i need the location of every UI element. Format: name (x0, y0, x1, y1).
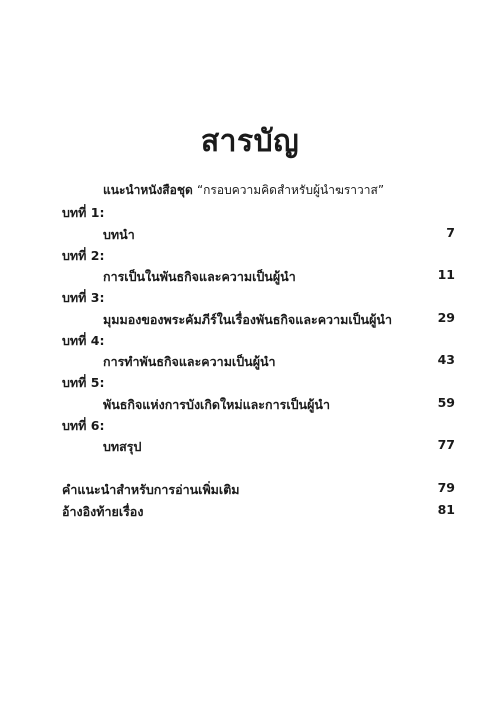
toc-entry-1[interactable] (0, 225, 500, 243)
toc-entry-title: คำแนะนำสำหรับการอ่านเพิ่มเติม (62, 482, 240, 497)
toc-entry-endnotes[interactable] (0, 502, 500, 520)
toc-entry-title: การทำพันธกิจและความเป็นผู้นำ (103, 354, 276, 369)
toc-entry-5[interactable] (0, 395, 500, 413)
chapter-heading-1 (0, 203, 500, 221)
series-quote: “กรอบความคิดสำหรับผู้นำฆราวาส” (196, 183, 385, 197)
toc-entry-2[interactable] (0, 267, 500, 285)
series-intro[interactable] (103, 181, 483, 200)
toc-entry-page: 11 (437, 267, 455, 282)
toc-entry-page: 7 (446, 225, 455, 240)
chapter-number: บทที่ 5: (62, 375, 105, 390)
toc-entry-title: พันธกิจแห่งการบังเกิดใหม่และการเป็นผู้นำ (103, 397, 330, 412)
toc-entry-page: 79 (437, 480, 455, 495)
chapter-heading-2 (0, 246, 500, 264)
toc-entry-page: 59 (437, 395, 455, 410)
toc-entry-title: บทนำ (103, 227, 135, 242)
chapter-heading-5 (0, 373, 500, 391)
chapter-number: บทที่ 4: (62, 333, 105, 348)
chapter-number: บทที่ 1: (62, 205, 105, 220)
chapter-number: บทที่ 3: (62, 290, 105, 305)
toc-entry-6[interactable] (0, 437, 500, 455)
toc-entry-title: อ้างอิงท้ายเรื่อง (62, 504, 144, 519)
toc-entry-page: 43 (437, 352, 455, 367)
chapter-number: บทที่ 6: (62, 418, 105, 433)
toc-entry-3[interactable] (0, 310, 500, 328)
toc-entry-title: การเป็นในพันธกิจและความเป็นผู้นำ (103, 269, 296, 284)
chapter-heading-4 (0, 331, 500, 349)
toc-entry-page: 81 (437, 502, 455, 517)
toc-entry-4[interactable] (0, 352, 500, 370)
page-title: สารบัญ (200, 124, 300, 159)
toc-entry-page: 77 (437, 437, 455, 452)
toc-entry-title: บทสรุป (103, 439, 142, 454)
chapter-heading-6 (0, 416, 500, 434)
toc-entry-title: มุมมองของพระคัมภีร์ในเรื่องพันธกิจและความเป็นผู้นำ (103, 312, 392, 327)
chapter-number: บทที่ 2: (62, 248, 105, 263)
toc-entry-further-reading[interactable] (0, 480, 500, 498)
toc-entry-page: 29 (437, 310, 455, 325)
series-label: แนะนำหนังสือชุด (103, 183, 193, 197)
chapter-heading-3 (0, 288, 500, 306)
